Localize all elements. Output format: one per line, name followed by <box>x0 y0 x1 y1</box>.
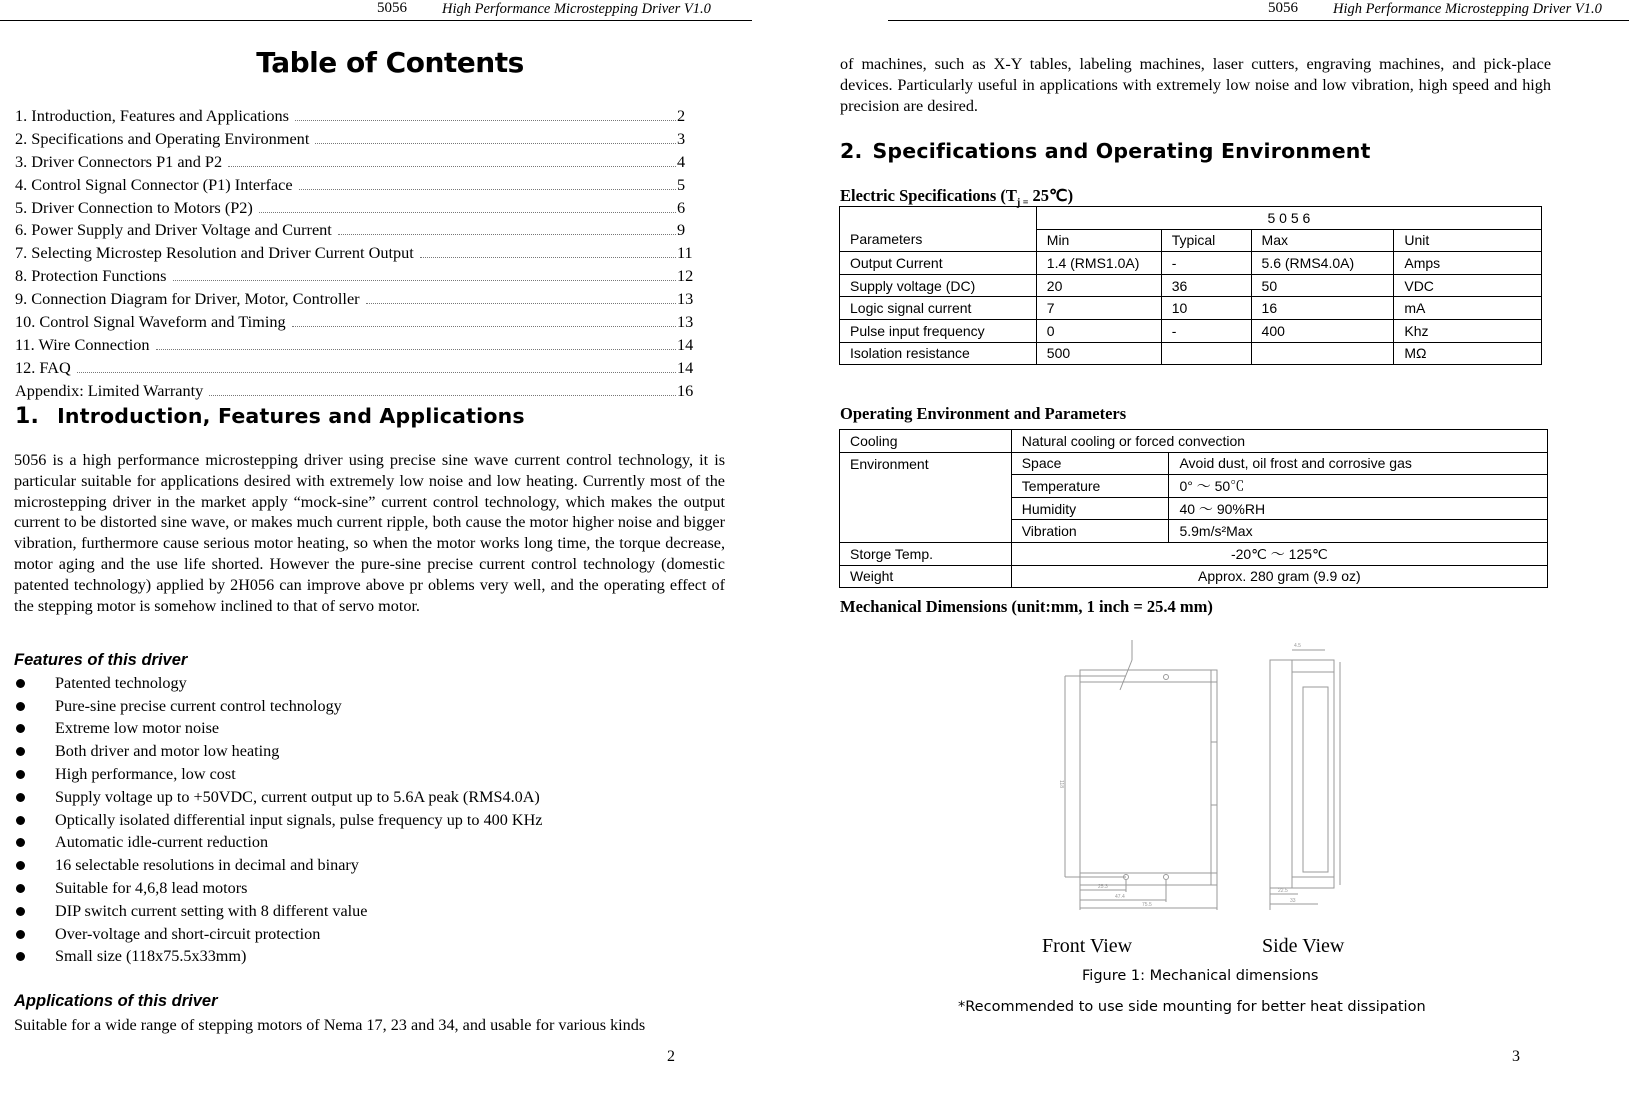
feature-text: Patented technology <box>55 673 187 692</box>
table-row <box>840 565 1548 588</box>
figure-caption: Figure 1: Mechanical dimensions <box>1082 968 1319 984</box>
bullet-icon <box>16 838 25 847</box>
toc-entry-page: 9 <box>677 220 686 240</box>
toc-leader-dots <box>295 119 676 121</box>
toc-entry[interactable] <box>15 220 695 243</box>
section-heading-1 <box>15 404 525 429</box>
cell: - <box>1161 319 1251 342</box>
feature-item <box>14 832 714 855</box>
toc-leader-dots <box>209 394 676 396</box>
toc-entry-page: 2 <box>677 106 686 125</box>
feature-text: Both driver and motor low heating <box>55 742 280 761</box>
model-header: 5 0 5 6 <box>1036 207 1541 230</box>
toc-title: Table of Contents <box>256 46 524 79</box>
toc-leader-dots <box>315 142 676 144</box>
feature-item <box>14 786 714 809</box>
bullet-icon <box>16 702 25 711</box>
section-heading-2 <box>840 139 1371 163</box>
feature-text: DIP switch current setting with 8 different value <box>55 901 368 920</box>
toc-entry[interactable] <box>15 129 695 152</box>
feature-item <box>14 946 714 969</box>
feature-text: Extreme low motor noise <box>55 719 220 738</box>
cell: Output Current <box>840 252 1037 275</box>
cell: Cooling <box>840 430 1012 453</box>
dim-label: 4.5 <box>1294 643 1301 649</box>
toc-entry-page: 13 <box>677 312 694 332</box>
heading-text: Electric Specifications (T <box>840 186 1017 205</box>
cell: Pulse input frequency <box>840 319 1037 342</box>
feature-item <box>14 854 714 877</box>
toc-entry-page: 4 <box>677 151 686 171</box>
section-title: Specifications and Operating Environment <box>872 139 1371 163</box>
toc-entry-title: 11. Wire Connection <box>15 334 150 354</box>
cell: Storge Temp. <box>840 542 1012 565</box>
cell: 5.6 (RMS4.0A) <box>1251 252 1394 275</box>
cell: Isolation resistance <box>840 342 1037 365</box>
heading-subscript: j = <box>1016 197 1029 209</box>
toc-entry[interactable] <box>15 152 695 175</box>
feature-text: Automatic idle-current reduction <box>55 833 269 852</box>
dim-label: 33 <box>1290 898 1296 904</box>
page-header <box>888 0 1629 21</box>
cell: 5.9m/s²Max <box>1169 520 1548 543</box>
toc-entry-page: 6 <box>677 197 686 217</box>
header-model: 5056 <box>377 0 407 16</box>
col-header-max: Max <box>1251 229 1394 252</box>
cell: 20 <box>1036 274 1161 297</box>
electric-spec-table <box>839 206 1542 365</box>
side-view-label: Side View <box>1262 935 1345 957</box>
table-row <box>840 542 1548 565</box>
cell: -20℃ ～ 125℃ <box>1011 542 1547 565</box>
feature-text: Over-voltage and short-circuit protection <box>55 924 321 943</box>
toc-entry-title: Appendix: Limited Warranty <box>15 380 204 400</box>
table-of-contents <box>15 106 695 404</box>
toc-entry[interactable] <box>15 243 695 266</box>
parameters-header: Parameters <box>840 207 1037 252</box>
cell: Supply voltage (DC) <box>840 274 1037 297</box>
cell: mA <box>1394 297 1542 320</box>
feature-item <box>14 900 714 923</box>
cell: Temperature <box>1011 475 1169 498</box>
bullet-icon <box>16 679 25 688</box>
bullet-icon <box>16 884 25 893</box>
cell <box>1251 342 1394 365</box>
mechanical-drawing <box>1040 630 1370 915</box>
section-number: 1. <box>15 404 40 429</box>
cell: Environment <box>840 452 1012 542</box>
feature-text: Small size (118x75.5x33mm) <box>55 947 247 966</box>
bullet-icon <box>16 952 25 961</box>
toc-entry-page: 14 <box>677 357 694 377</box>
toc-entry-page: 3 <box>677 128 686 148</box>
toc-entry-title: 7. Selecting Microstep Resolution and Driver Current Output <box>15 243 414 263</box>
applications-continued: of machines, such as X-Y tables, labeling machines, laser cutters, engraving machines, and pick-place devices. Particularly useful in applications with extremely low noise and low vibration, high speed and high precision are desired. <box>840 55 1551 115</box>
dim-label: 47.4 <box>1115 894 1125 900</box>
cell: Vibration <box>1011 520 1169 543</box>
toc-entry-title: 2. Specifications and Operating Environment <box>15 128 310 148</box>
toc-entry[interactable] <box>15 312 695 335</box>
bullet-icon <box>16 816 25 825</box>
cell: 400 <box>1251 319 1394 342</box>
toc-entry-title: 6. Power Supply and Driver Voltage and Current <box>15 220 332 240</box>
cell: 0° ～ 50℃ <box>1169 475 1548 498</box>
toc-leader-dots <box>338 233 676 235</box>
cell: MΩ <box>1394 342 1542 365</box>
toc-leader-dots <box>299 188 676 190</box>
header-title: High Performance Microstepping Driver V1.0 <box>442 1 711 17</box>
feature-text: Suitable for 4,6,8 lead motors <box>55 879 248 898</box>
toc-entry-title: 5. Driver Connection to Motors (P2) <box>15 197 253 217</box>
toc-entry[interactable] <box>15 106 695 129</box>
table-row <box>840 252 1542 275</box>
toc-entry-page: 16 <box>677 380 694 400</box>
applications-text: Suitable for a wide range of stepping motors of Nema 17, 23 and 34, and usable for various kinds <box>14 1016 646 1034</box>
cell: Amps <box>1394 252 1542 275</box>
feature-item <box>14 877 714 900</box>
cell: 50 <box>1251 274 1394 297</box>
mechanical-dimensions-heading: Mechanical Dimensions (unit:mm, 1 inch = 25.4 mm) <box>840 597 1213 616</box>
features-list <box>14 672 714 968</box>
toc-entry[interactable] <box>15 175 695 198</box>
header-model: 5056 <box>1268 0 1298 16</box>
toc-entry-page: 11 <box>677 243 693 263</box>
cell: Natural cooling or forced convection <box>1011 430 1547 453</box>
bullet-icon <box>16 930 25 939</box>
feature-item <box>14 763 714 786</box>
bullet-icon <box>16 861 25 870</box>
cell: 0 <box>1036 319 1161 342</box>
feature-text: Supply voltage up to +50VDC, current output up to 5.6A peak (RMS4.0A) <box>55 787 540 806</box>
cell: Approx. 280 gram (9.9 oz) <box>1011 565 1547 588</box>
electric-spec-heading <box>840 186 1073 208</box>
cell <box>1161 342 1251 365</box>
feature-text: High performance, low cost <box>55 765 236 784</box>
page-header <box>0 0 752 21</box>
cell: - <box>1161 252 1251 275</box>
bullet-icon <box>16 747 25 756</box>
cell: 16 <box>1251 297 1394 320</box>
table-row <box>840 319 1542 342</box>
document-page-3 <box>840 0 1642 1113</box>
cell: 1.4 (RMS1.0A) <box>1036 252 1161 275</box>
toc-entry-page: 13 <box>677 289 694 309</box>
feature-text: Pure-sine precise current control technology <box>55 696 342 715</box>
cell: Weight <box>840 565 1012 588</box>
toc-entry-page: 12 <box>677 266 694 286</box>
cell: Humidity <box>1011 497 1169 520</box>
bullet-icon <box>16 793 25 802</box>
intro-paragraph: 5056 is a high performance microstepping driver using precise sine wave current control technology, it is particular suitable for applications desired with extremely low noise and low heating. Currently most of the microstepping driver in the market apply “mock-sine” current control technology, which makes the output current to be distorted sine wave, or makes much current ripple, both cause the motor higher noise and bigger vibration, furthermore cause serious motor heating, so when the motor works long time, the torque decrease, motor aging and the use life shorted. However the pure-sine precise current control technology (domestic patented technology) applied by 2H056 can improve above pr oblems very well, and the operating effect of the stepping motor is somehow inclined to that of servo motor. <box>14 451 725 615</box>
feature-text: 16 selectable resolutions in decimal and binary <box>55 856 359 875</box>
toc-entry[interactable] <box>15 381 695 404</box>
toc-leader-dots <box>292 325 676 327</box>
toc-leader-dots <box>173 279 677 281</box>
page-number: 3 <box>1512 1048 1520 1065</box>
cell: 10 <box>1161 297 1251 320</box>
document-page-2 <box>0 0 770 1113</box>
toc-entry[interactable] <box>15 266 695 289</box>
toc-entry[interactable] <box>15 289 695 312</box>
feature-item <box>14 809 714 832</box>
table-row <box>840 274 1542 297</box>
section-title: Introduction, Features and Applications <box>57 404 525 428</box>
page-number: 2 <box>667 1048 675 1065</box>
toc-entry[interactable] <box>15 198 695 221</box>
front-view-drawing <box>1065 640 1217 910</box>
feature-item <box>14 718 714 741</box>
col-header-unit: Unit <box>1394 229 1542 252</box>
operating-env-table <box>839 429 1548 588</box>
toc-leader-dots <box>420 256 676 258</box>
cell: 40 ～ 90%RH <box>1169 497 1548 520</box>
toc-leader-dots <box>77 371 676 373</box>
toc-entry-title: 10. Control Signal Waveform and Timing <box>15 312 286 332</box>
table-row <box>840 342 1542 365</box>
toc-leader-dots <box>366 302 676 304</box>
feature-item <box>14 695 714 718</box>
cell: Khz <box>1394 319 1542 342</box>
cell: Space <box>1011 452 1169 475</box>
toc-leader-dots <box>259 211 676 213</box>
operating-env-heading: Operating Environment and Parameters <box>840 404 1127 423</box>
table-row <box>840 297 1542 320</box>
col-header-min: Min <box>1036 229 1161 252</box>
cell: 7 <box>1036 297 1161 320</box>
feature-item <box>14 923 714 946</box>
bullet-icon <box>16 770 25 779</box>
cell: 36 <box>1161 274 1251 297</box>
col-header-typical: Typical <box>1161 229 1251 252</box>
toc-entry[interactable] <box>15 358 695 381</box>
toc-entry-title: 4. Control Signal Connector (P1) Interface <box>15 174 293 194</box>
dim-label: 25.3 <box>1098 884 1108 890</box>
cell: Logic signal current <box>840 297 1037 320</box>
toc-entry-title: 8. Protection Functions <box>15 266 167 286</box>
heading-text-tail: 25℃) <box>1028 186 1074 205</box>
toc-entry-title: 1. Introduction, Features and Applications <box>15 106 290 125</box>
feature-item <box>14 740 714 763</box>
dim-label: 118 <box>1058 780 1064 788</box>
side-view-drawing <box>1270 650 1340 910</box>
toc-entry-title: 12. FAQ <box>15 357 71 377</box>
dim-label: 22.5 <box>1278 888 1288 894</box>
toc-leader-dots <box>156 348 676 350</box>
toc-entry-title: 9. Connection Diagram for Driver, Motor, Controller <box>15 289 360 309</box>
features-heading: Features of this driver <box>14 651 188 669</box>
bullet-icon <box>16 724 25 733</box>
applications-heading: Applications of this driver <box>14 992 218 1010</box>
toc-entry-title: 3. Driver Connectors P1 and P2 <box>15 151 223 171</box>
toc-entry-page: 14 <box>677 334 694 354</box>
table-row <box>840 452 1548 475</box>
header-title: High Performance Microstepping Driver V1.0 <box>1333 1 1602 17</box>
feature-item <box>14 672 714 695</box>
section-number: 2. <box>840 139 863 163</box>
feature-text: Optically isolated differential input signals, pulse frequency up to 400 KHz <box>55 810 543 829</box>
bullet-icon <box>16 907 25 916</box>
cell: 500 <box>1036 342 1161 365</box>
mounting-note: *Recommended to use side mounting for better heat dissipation <box>958 999 1426 1015</box>
toc-leader-dots <box>228 165 676 167</box>
dim-label: 75.5 <box>1142 902 1152 908</box>
front-view-label: Front View <box>1042 935 1133 957</box>
table-row <box>840 430 1548 453</box>
cell: VDC <box>1394 274 1542 297</box>
cell: Avoid dust, oil frost and corrosive gas <box>1169 452 1548 475</box>
toc-entry-page: 5 <box>677 174 686 194</box>
toc-entry[interactable] <box>15 335 695 358</box>
